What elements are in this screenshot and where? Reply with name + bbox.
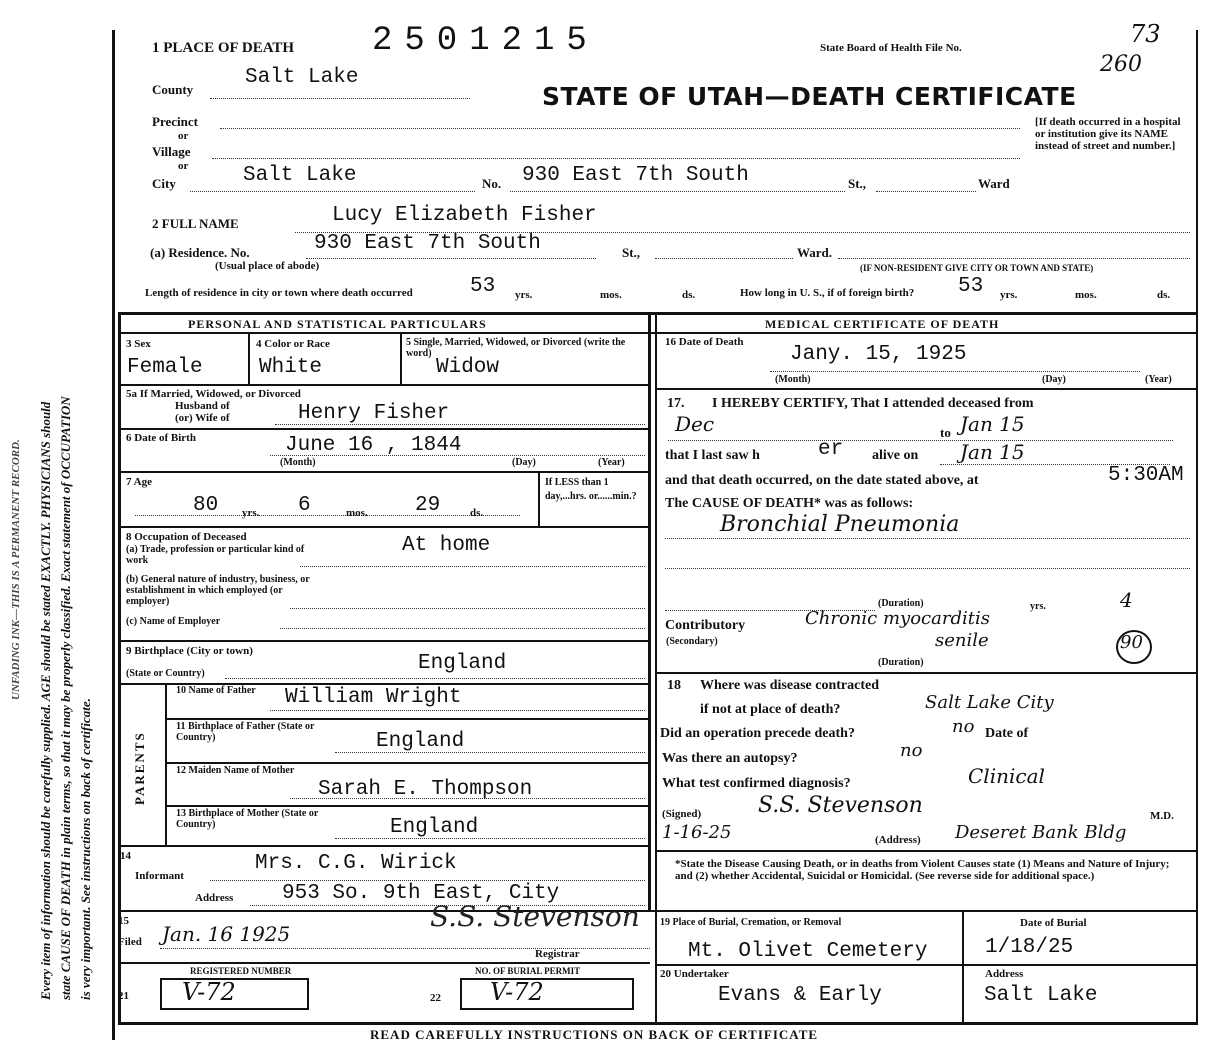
age-years: 80 — [193, 494, 219, 517]
spouse-label-2: Husband of — [175, 400, 230, 412]
operation-value: no — [952, 716, 975, 737]
side-instructions-line-1: Every item of information should be carefully supplied. AGE should be stated EXACTLY. PHYSICIANS should — [38, 401, 53, 1000]
bottom-instructions: READ CAREFULLY INSTRUCTIONS ON BACK OF CERTIFICATE — [370, 1027, 819, 1042]
cause-value: Bronchial Pneumonia — [720, 512, 960, 537]
us-residence-label: How long in U. S., if of foreign birth? — [740, 287, 915, 299]
or-label-2: or — [178, 160, 189, 172]
death-day-caption: (Day) — [1042, 374, 1066, 385]
duration-value: 4 — [1120, 588, 1133, 612]
street-no-label: No. — [482, 176, 502, 191]
less-than-day-label: If LESS than 1 day,...hrs. or......min.? — [545, 477, 637, 502]
ds-label-1: ds. — [682, 289, 696, 301]
age-label: 7 Age — [126, 476, 152, 488]
mother-birthplace-value: England — [390, 816, 479, 839]
occupation-label-2: (a) Trade, profession or particular kind of work — [126, 544, 305, 566]
operation-label: Did an operation precede death? — [660, 726, 855, 741]
undertaker-label: 20 Undertaker — [660, 968, 729, 980]
county-value: Salt Lake — [245, 66, 359, 89]
father-name-label: 10 Name of Father — [176, 685, 256, 696]
to-label: to — [940, 425, 951, 440]
burial-place-value: Mt. Olivet Cemetery — [688, 940, 928, 963]
frame-left — [112, 30, 115, 1040]
race-value: White — [259, 356, 323, 379]
residence-street-label: St., — [622, 245, 641, 260]
death-month-caption: (Month) — [775, 374, 811, 385]
registered-number-label: REGISTERED NUMBER — [190, 966, 292, 976]
age-ds-label: ds. — [470, 507, 484, 519]
age-days: 29 — [415, 494, 441, 517]
burial-permit-box — [460, 978, 634, 1010]
frame-right — [1196, 30, 1198, 1025]
cause-label: The CAUSE OF DEATH* was as follows: — [665, 496, 914, 511]
duration-label-2: (Duration) — [878, 657, 924, 668]
sex-label: 3 Sex — [126, 338, 151, 350]
state-file-number-2: 260 — [1100, 52, 1142, 77]
hospital-note: [If death occurred in a hospital or institution give its NAME instead of street and number.] — [1035, 116, 1181, 152]
signature-date: 1-16-25 — [662, 822, 732, 843]
certify-number: 17. — [667, 396, 685, 411]
city-value: Salt Lake — [243, 164, 357, 187]
signed-label: (Signed) — [662, 808, 702, 820]
parents-label: PARENTS — [132, 731, 147, 805]
registrar-label: Registrar — [535, 948, 580, 960]
spouse-label-3: (or) Wife of — [175, 412, 230, 424]
mother-name-label: 12 Maiden Name of Mother — [176, 765, 295, 776]
yrs-label-2: yrs. — [1000, 289, 1018, 301]
date-of-death-value: Jany. 15, 1925 — [790, 343, 967, 366]
form-title: STATE OF UTAH—DEATH CERTIFICATE — [542, 82, 1077, 111]
death-year-caption: (Year) — [1145, 374, 1172, 385]
full-name-value: Lucy Elizabeth Fisher — [332, 204, 597, 227]
spouse-label-1: 5a If Married, Widowed, or Divorced — [126, 388, 301, 400]
mother-name-value: Sarah E. Thompson — [318, 778, 533, 801]
informant-label: Informant — [135, 870, 184, 882]
us-residence-years: 53 — [958, 275, 984, 298]
burial-permit-prefix: 22 — [430, 992, 441, 1004]
marital-label: 5 Single, Married, Widowed, or Divorced (write the word) — [406, 337, 626, 359]
full-name-label: 2 FULL NAME — [152, 216, 239, 231]
father-birthplace-label: 11 Birthplace of Father (State or Country) — [176, 721, 315, 743]
race-label: 4 Color or Race — [256, 338, 330, 350]
birthplace-value: England — [418, 652, 507, 675]
spouse-value: Henry Fisher — [298, 402, 450, 425]
burial-permit-value: V-72 — [490, 978, 544, 1006]
where-contracted-label: Where was disease contracted — [700, 678, 879, 693]
death-occurred-label: and that death occurred, on the date stated above, at — [665, 473, 979, 488]
test-label: What test confirmed diagnosis? — [662, 776, 851, 791]
father-birthplace-value: England — [376, 730, 465, 753]
nonresident-note: (IF NON-RESIDENT GIVE CITY OR TOWN AND STATE) — [860, 263, 1094, 273]
length-residence-years: 53 — [470, 275, 496, 298]
date-of-death-label: 16 Date of Death — [665, 336, 744, 348]
village-label: Village — [152, 144, 191, 159]
circled-number: 90 — [1120, 632, 1143, 653]
side-instructions-line-3: is very important. See instructions on back of certificate. — [78, 698, 93, 1000]
county-label: County — [152, 82, 194, 97]
street-label: St., — [848, 176, 867, 191]
registered-number-value: V-72 — [182, 978, 236, 1006]
duration-yrs-label: yrs. — [1030, 601, 1046, 612]
marital-value: Widow — [436, 356, 500, 379]
occupation-label-4: (c) Name of Employer — [126, 616, 221, 627]
undertaker-value: Evans & Early — [718, 984, 882, 1007]
operation-date-label: Date of — [985, 726, 1029, 741]
ward-label: Ward — [978, 176, 1010, 191]
alive-on-label: alive on — [872, 448, 919, 463]
physician-signature: S.S. Stevenson — [758, 793, 923, 818]
father-name-value: William Wright — [285, 686, 462, 709]
filed-value: Jan. 16 1925 — [162, 922, 291, 946]
ds-label-2: ds. — [1157, 289, 1171, 301]
certify-text: I HEREBY CERTIFY, That I attended deceased from — [712, 396, 1034, 411]
residence-value: 930 East 7th South — [314, 232, 541, 255]
center-divider — [648, 312, 651, 912]
side-instructions-line-2: state CAUSE OF DEATH in plain terms, so that it may be properly classified. Exact statement of OCCUPATION — [58, 396, 73, 1000]
personal-header: PERSONAL AND STATISTICAL PARTICULARS — [188, 317, 487, 331]
where-contracted-number: 18 — [667, 678, 681, 693]
length-residence-label: Length of residence in city or town where death occurred — [145, 287, 413, 299]
md-label: M.D. — [1150, 810, 1174, 822]
secondary-label: (Secondary) — [666, 636, 718, 647]
section-top-rule — [118, 312, 1196, 315]
cause-footnote: *State the Disease Causing Death, or in deaths from Violent Causes state (1) Means and Nature of Injury; and (2) whether Accidental, Suicidal or Homicidal. (See reverse side for additional space.) — [675, 858, 1170, 882]
autopsy-value: no — [900, 740, 923, 761]
sex-value: Female — [127, 356, 203, 379]
informant-value: Mrs. C.G. Wirick — [255, 852, 457, 875]
birthplace-label: 9 Birthplace (City or town) — [126, 645, 253, 657]
street-address-value: 930 East 7th South — [522, 164, 749, 187]
attended-to: Jan 15 — [960, 412, 1025, 436]
contributory-value: Chronic myocarditis — [805, 608, 990, 629]
death-time-value: 5:30AM — [1108, 464, 1184, 487]
undertaker-address-label: Address — [985, 968, 1024, 980]
burial-date-label: Date of Burial — [1020, 917, 1087, 929]
registered-number-prefix: 21 — [118, 990, 129, 1002]
duration-label-1: (Duration) — [878, 598, 924, 609]
state-file-label: State Board of Health File No. — [820, 42, 962, 54]
or-label-1: or — [178, 130, 189, 142]
dob-month-caption: (Month) — [280, 457, 316, 468]
city-label: City — [152, 176, 176, 191]
attended-from: Dec — [675, 412, 715, 436]
mos-label-1: mos. — [600, 289, 622, 301]
precinct-label: Precinct — [152, 114, 198, 129]
alive-on-value: Jan 15 — [960, 440, 1025, 464]
certificate-number: 2501215 — [372, 22, 599, 60]
age-yrs-label: yrs. — [242, 507, 260, 519]
mother-birthplace-label: 13 Birthplace of Mother (State or Country) — [176, 808, 319, 830]
mos-label-2: mos. — [1075, 289, 1097, 301]
side-stamp: UNFADING INK—THIS IS A PERMANENT RECORD. — [10, 439, 22, 700]
registrar-signature: S.S. Stevenson — [430, 900, 640, 933]
undertaker-address-value: Salt Lake — [984, 984, 1098, 1007]
place-of-death-label: 1 PLACE OF DEATH — [152, 40, 295, 56]
filed-number: 15 — [118, 915, 129, 927]
last-saw-gender: er — [818, 438, 844, 461]
contributory-value-2: senile — [935, 630, 989, 651]
age-months: 6 — [298, 494, 311, 517]
test-value: Clinical — [968, 764, 1045, 788]
yrs-label-1: yrs. — [515, 289, 533, 301]
where-contracted-label-2: if not at place of death? — [700, 702, 841, 717]
contributory-label: Contributory — [665, 618, 746, 633]
occupation-label-1: 8 Occupation of Deceased — [126, 531, 247, 543]
residence-sub: (Usual place of abode) — [215, 260, 320, 272]
informant-address-label: Address — [195, 892, 234, 904]
where-contracted-value: Salt Lake City — [925, 692, 1054, 713]
birthplace-sub: (State or Country) — [126, 668, 205, 679]
center-divider-2 — [655, 312, 657, 912]
burial-place-label: 19 Place of Burial, Cremation, or Removal — [660, 917, 842, 928]
physician-address-label: (Address) — [875, 834, 921, 846]
dob-value: June 16 , 1844 — [285, 434, 462, 457]
residence-label: (a) Residence. No. — [150, 245, 250, 260]
physician-address: Deseret Bank Bldg — [955, 822, 1127, 843]
medical-header: MEDICAL CERTIFICATE OF DEATH — [765, 317, 1000, 331]
occupation-value: At home — [402, 534, 491, 557]
burial-date-value: 1/18/25 — [985, 936, 1074, 959]
state-file-number: 73 — [1130, 20, 1161, 48]
burial-permit-label: NO. OF BURIAL PERMIT — [475, 966, 581, 976]
age-mos-label: mos. — [346, 507, 368, 519]
informant-number: 14 — [120, 850, 131, 862]
dob-label: 6 Date of Birth — [126, 432, 196, 444]
last-saw-label: that I last saw h — [665, 448, 760, 463]
section-header-rule — [118, 332, 1196, 334]
occupation-label-3: (b) General nature of industry, business, or establishment in which employed (or employer) — [126, 574, 310, 607]
filed-label: Filed — [118, 936, 142, 948]
dob-day-caption: (Day) — [512, 457, 536, 468]
informant-address-value: 953 So. 9th East, City — [282, 882, 560, 905]
residence-ward-label: Ward. — [797, 245, 833, 260]
autopsy-label: Was there an autopsy? — [662, 751, 798, 766]
dob-year-caption: (Year) — [598, 457, 625, 468]
